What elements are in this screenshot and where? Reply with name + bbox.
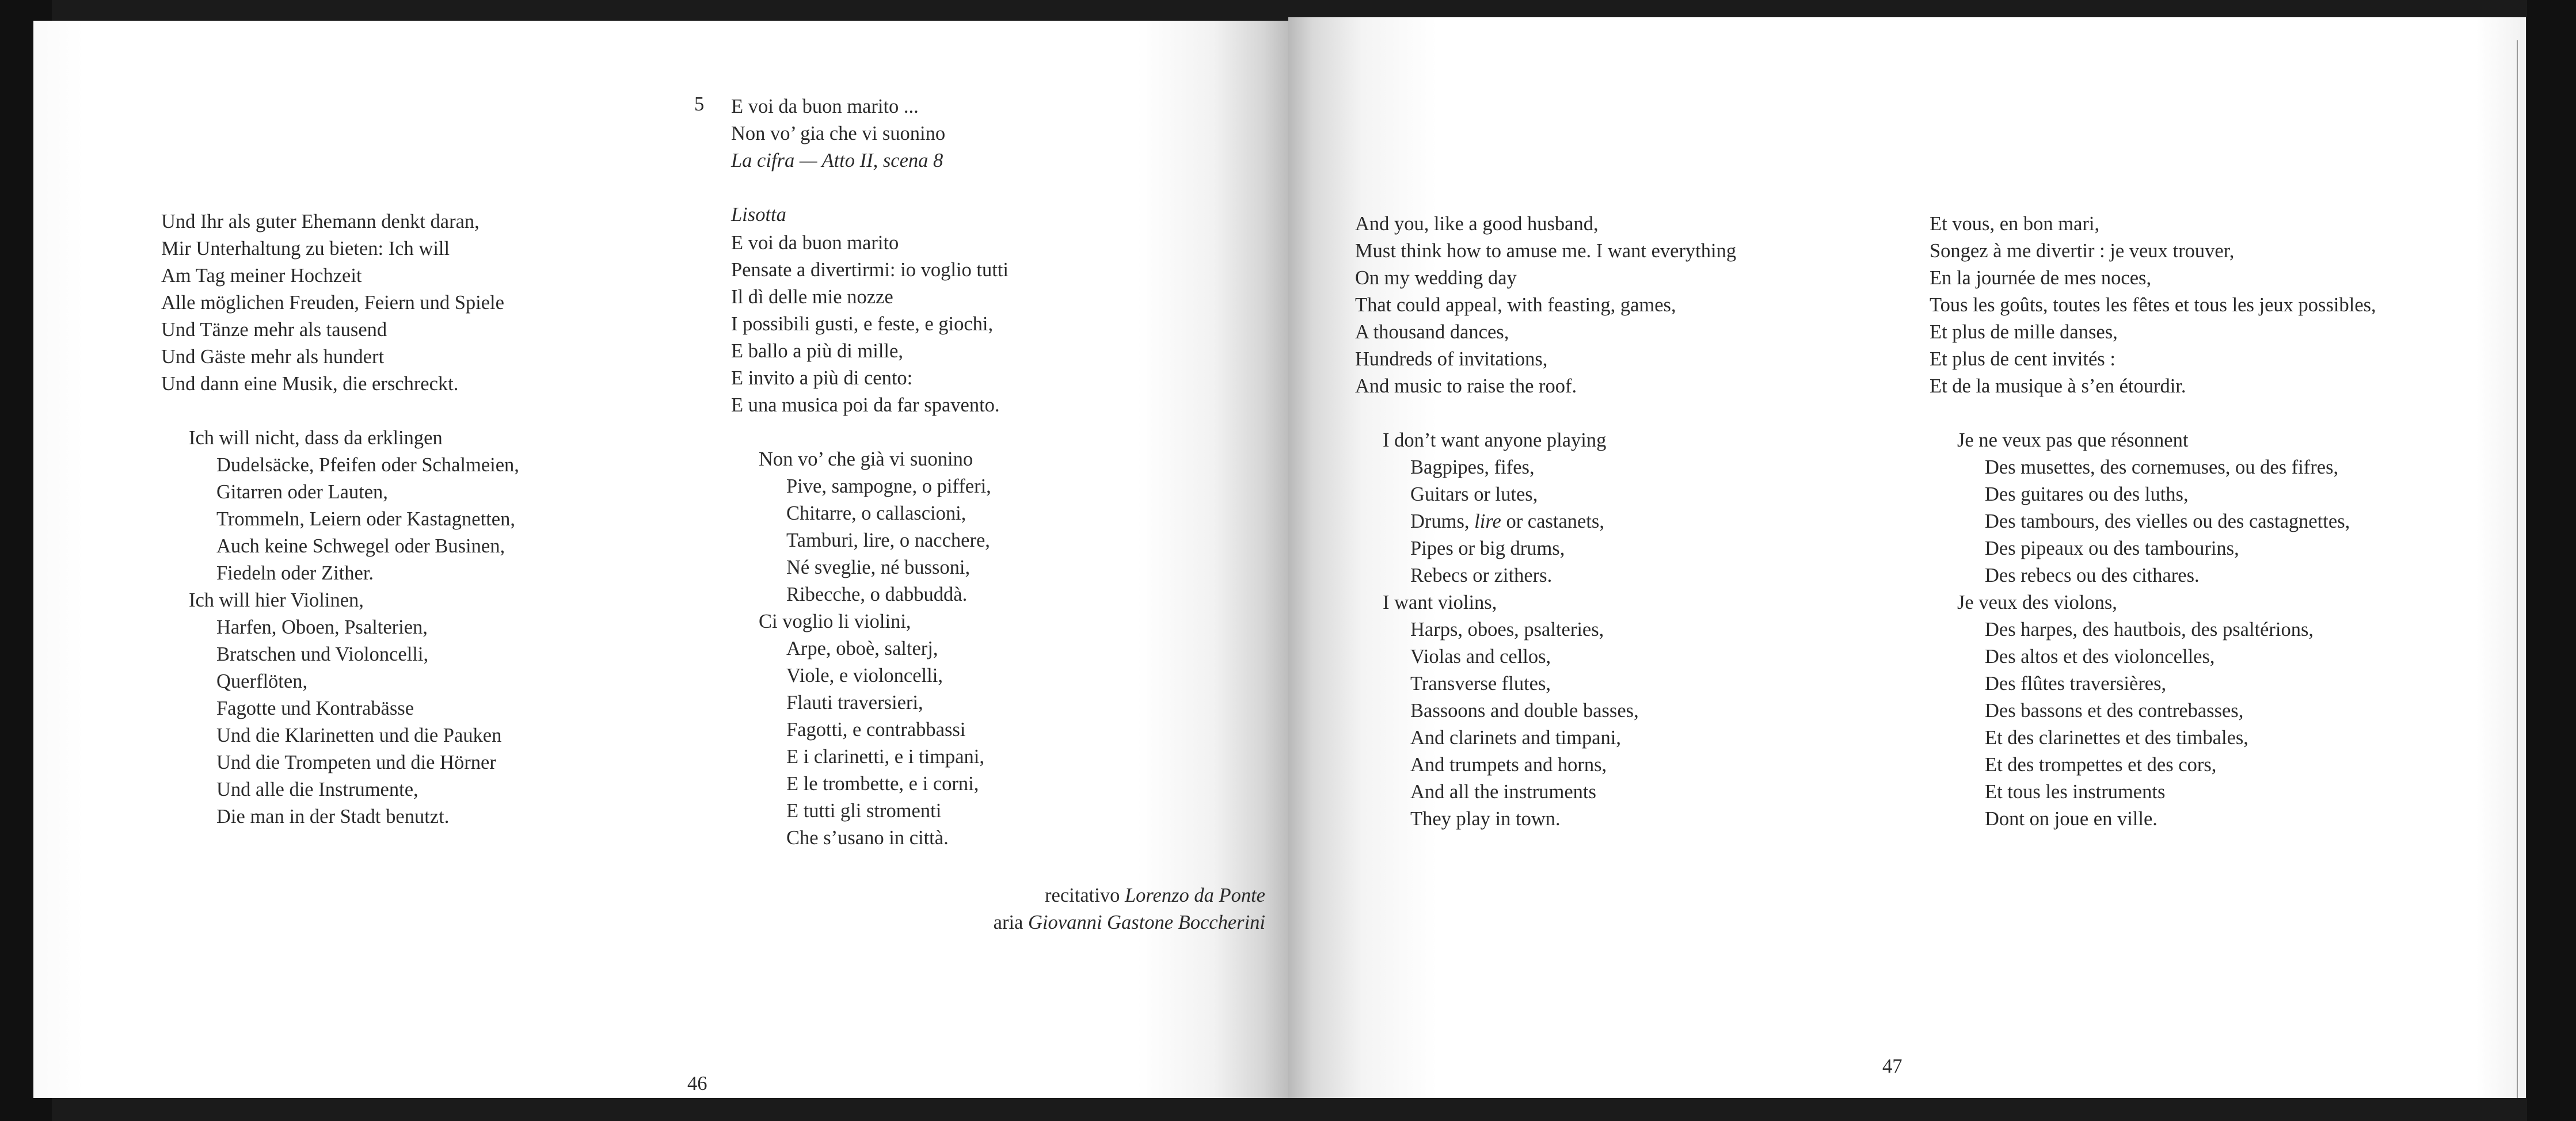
text-line: Des rebecs ou des cithares. xyxy=(1985,565,2200,586)
text-segment-italic: lire xyxy=(1474,510,1501,532)
text-line: And trumpets and horns, xyxy=(1410,754,1607,776)
text-line: Et des clarinettes et des timbales, xyxy=(1985,727,2248,749)
text-line: Violas and cellos, xyxy=(1410,646,1551,668)
text-line: Arpe, oboè, salterj, xyxy=(786,638,938,659)
text-line: And you, like a good husband, xyxy=(1355,213,1599,235)
text-line: E le trombette, e i corni, xyxy=(786,773,979,795)
text-line: Pipes or big drums, xyxy=(1410,537,1565,559)
text-line: Und Ihr als guter Ehemann denkt daran, xyxy=(161,211,480,232)
text-line: Gitarren oder Lauten, xyxy=(216,481,388,503)
text-line: Fagotti, e contrabbassi xyxy=(786,719,966,741)
section-heading xyxy=(731,93,945,228)
page-edge-line xyxy=(2517,40,2518,1098)
text-line: And music to raise the roof. xyxy=(1355,375,1577,397)
text-line xyxy=(1355,508,1736,535)
text-line: Né sveglie, né bussoni, xyxy=(786,556,971,578)
text-line: Tous les goûts, toutes les fêtes et tous les jeux possibles, xyxy=(1930,294,2376,316)
text-line: Des musettes, des cornemuses, ou des fifres, xyxy=(1985,456,2339,478)
text-line: Che s’usano in città. xyxy=(786,827,949,849)
text-line: Des altos et des violoncelles, xyxy=(1985,646,2215,668)
text-line: Pive, sampogne, o pifferi, xyxy=(786,475,991,497)
text-line: Und die Klarinetten und die Pauken xyxy=(216,725,502,746)
credit-label: aria xyxy=(993,912,1023,933)
text-line: E ballo a più di mille, xyxy=(731,340,903,362)
text-line: A thousand dances, xyxy=(1355,321,1509,343)
text-line: Transverse flutes, xyxy=(1410,673,1551,695)
text-line: Des harpes, des hautbois, des psaltérions, xyxy=(1985,619,2314,640)
text-line: Des bassons et des contrebasses, xyxy=(1985,700,2244,722)
book-edge-right xyxy=(2527,0,2576,1121)
text-line: Bagpipes, fifes, xyxy=(1410,456,1535,478)
heading-source: La cifra — Atto II, scena 8 xyxy=(731,150,943,171)
heading-title: Non vo’ gia che vi suonino xyxy=(731,123,946,144)
text-line: Non vo’ che già vi suonino xyxy=(759,448,973,470)
text-line: Songez à me divertir : je veux trouver, xyxy=(1930,240,2235,262)
section-number: 5 xyxy=(694,93,705,115)
text-line: Fagotte und Kontrabässe xyxy=(216,697,414,719)
text-line: Pensate a divertirmi: io voglio tutti xyxy=(731,259,1009,281)
text-line: Bratschen und Violoncelli, xyxy=(216,643,429,665)
text-line: Viole, e violoncelli, xyxy=(786,665,943,687)
text-line: Ribecche, o dabbuddà. xyxy=(786,584,968,605)
text-line: Je ne veux pas que résonnent xyxy=(1957,429,2189,451)
text-line: Il dì delle mie nozze xyxy=(731,286,893,308)
text-line: Bassoons and double basses, xyxy=(1410,700,1639,722)
text-line: Tamburi, lire, o nacchere, xyxy=(786,529,990,551)
page-number: 46 xyxy=(687,1073,707,1095)
credit-name: Lorenzo da Ponte xyxy=(1124,884,1265,906)
text-line: Und Gäste mehr als hundert xyxy=(161,346,385,368)
text-line: Must think how to amuse me. I want everything xyxy=(1355,240,1737,262)
text-line: Guitars or lutes, xyxy=(1410,483,1538,505)
text-line: Die man in der Stadt benutzt. xyxy=(216,806,450,828)
text-line: Hundreds of invitations, xyxy=(1355,348,1548,370)
text-line: Trommeln, Leiern oder Kastagnetten, xyxy=(216,508,515,530)
text-line: Et plus de mille danses, xyxy=(1930,321,2118,343)
credit-line-recitativo xyxy=(920,882,1265,909)
text-line: I don’t want anyone playing xyxy=(1383,429,1607,451)
text-line: Des pipeaux ou des tambourins, xyxy=(1985,537,2239,559)
left-page xyxy=(33,21,1288,1098)
text-line: Des flûtes traversières, xyxy=(1985,673,2167,695)
text-line: Querflöten, xyxy=(216,670,308,692)
credits xyxy=(920,882,1265,936)
text-segment: or castanets, xyxy=(1501,510,1604,532)
text-line: Auch keine Schwegel oder Businen, xyxy=(216,535,505,557)
italian-text xyxy=(731,230,1009,852)
text-line: Alle möglichen Freuden, Feiern und Spiele xyxy=(161,292,504,314)
text-line: Und Tänze mehr als tausend xyxy=(161,319,387,341)
heading-title: E voi da buon marito ... xyxy=(731,96,919,117)
text-line: E tutti gli stromenti xyxy=(786,800,942,822)
text-line: On my wedding day xyxy=(1355,267,1517,289)
text-line: Flauti traversieri, xyxy=(786,692,923,714)
text-line: Am Tag meiner Hochzeit xyxy=(161,265,362,287)
text-line: They play in town. xyxy=(1410,808,1561,830)
text-line: Rebecs or zithers. xyxy=(1410,565,1553,586)
credit-line-aria xyxy=(920,909,1265,936)
page-number: 47 xyxy=(1882,1055,1902,1077)
text-line: Dudelsäcke, Pfeifen oder Schalmeien, xyxy=(216,454,519,476)
text-line: I want violins, xyxy=(1383,592,1497,613)
text-line: Ich will hier Violinen, xyxy=(189,589,364,611)
text-line: Et de la musique à s’en étourdir. xyxy=(1930,375,2186,397)
text-line: Et plus de cent invités : xyxy=(1930,348,2115,370)
text-line: Et tous les instruments xyxy=(1985,781,2166,803)
text-line: Und dann eine Musik, die erschreckt. xyxy=(161,373,459,395)
text-line: Und alle die Instrumente, xyxy=(216,779,418,800)
text-line: That could appeal, with feasting, games, xyxy=(1355,294,1676,316)
text-line: E voi da buon marito xyxy=(731,232,899,254)
text-line: Je veux des violons, xyxy=(1957,592,2117,613)
text-line: Chitarre, o callascioni, xyxy=(786,502,967,524)
text-line: E invito a più di cento: xyxy=(731,367,913,389)
text-line: And clarinets and timpani, xyxy=(1410,727,1621,749)
french-text xyxy=(1930,211,2376,833)
credit-label: recitativo xyxy=(1045,884,1120,906)
text-line: Ci voglio li violini, xyxy=(759,611,911,632)
text-line: Fiedeln oder Zither. xyxy=(216,562,374,584)
text-line: Harfen, Oboen, Psalterien, xyxy=(216,616,428,638)
text-line: En la journée de mes noces, xyxy=(1930,267,2152,289)
text-segment: Drums, xyxy=(1410,510,1475,532)
text-line: Ich will nicht, dass da erklingen xyxy=(189,427,443,449)
text-line: Harps, oboes, psalteries, xyxy=(1410,619,1604,640)
german-text xyxy=(161,208,519,830)
text-line: Und die Trompeten und die Hörner xyxy=(216,752,496,773)
text-line: Dont on joue en ville. xyxy=(1985,808,2158,830)
text-line: Mir Unterhaltung zu bieten: Ich will xyxy=(161,238,450,260)
text-line: Et des trompettes et des cors, xyxy=(1985,754,2217,776)
text-line: I possibili gusti, e feste, e giochi, xyxy=(731,313,994,335)
text-line: E una musica poi da far spavento. xyxy=(731,394,1000,416)
text-line: Et vous, en bon mari, xyxy=(1930,213,2100,235)
text-line: Des tambours, des vielles ou des castagnettes, xyxy=(1985,510,2350,532)
character-name: Lisotta xyxy=(731,204,786,226)
right-page xyxy=(1288,17,2526,1098)
english-text xyxy=(1355,211,1736,833)
text-line: And all the instruments xyxy=(1410,781,1596,803)
text-line: E i clarinetti, e i timpani, xyxy=(786,746,984,768)
text-line: Des guitares ou des luths, xyxy=(1985,483,2189,505)
credit-name: Giovanni Gastone Boccherini xyxy=(1028,912,1265,933)
